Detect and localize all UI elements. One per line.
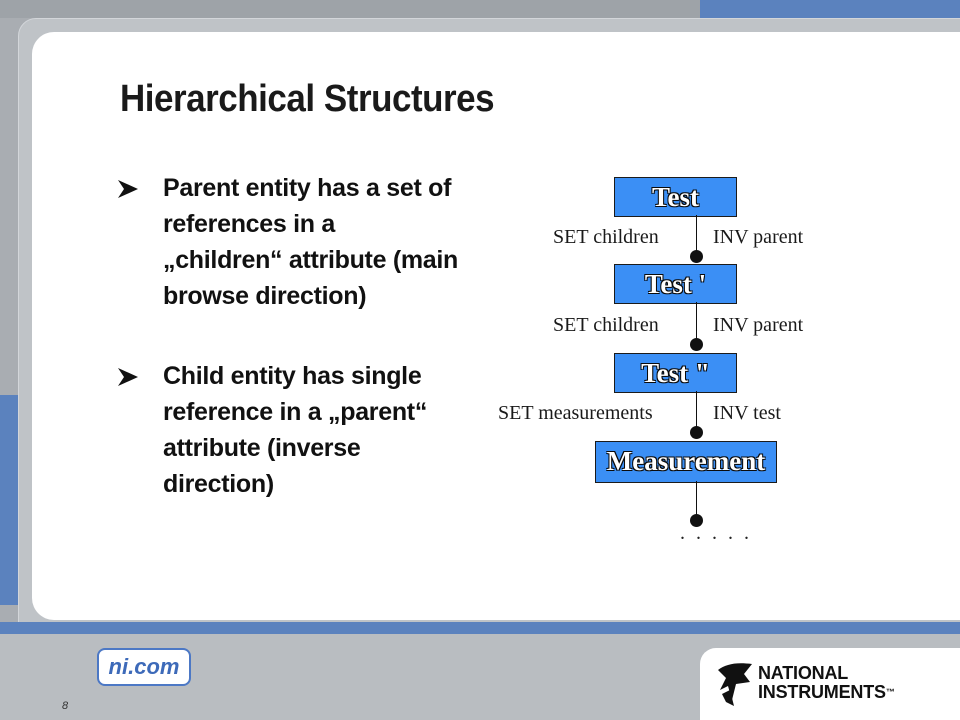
logo-line-national: NATIONAL xyxy=(758,663,849,683)
label-inv-parent: INV parent xyxy=(713,314,804,336)
bottom-blue-band xyxy=(0,622,960,634)
ni-eagle-logo-icon xyxy=(716,660,754,708)
top-blue-band xyxy=(700,0,960,18)
box-test-prime: Test ' xyxy=(614,264,737,304)
national-instruments-logo xyxy=(758,664,895,702)
label-inv-test: INV test xyxy=(713,402,781,424)
top-gray-band xyxy=(0,0,700,18)
arrow-bullet-icon xyxy=(118,180,138,198)
label-set-measurements: SET measurements xyxy=(498,402,653,424)
label-inv-parent: INV parent xyxy=(713,226,804,248)
connector-dot xyxy=(690,250,703,263)
box-measurement: Measurement xyxy=(595,441,777,483)
bullet-item xyxy=(118,170,458,314)
ni-com-link[interactable]: ni.com xyxy=(97,648,191,686)
continuation-ellipsis: . . . . . xyxy=(680,522,752,544)
box-test: Test xyxy=(614,177,737,217)
bullet-text: Parent entity has a set of references in a „children“ attribute (main browse direction) xyxy=(163,174,459,310)
connector-dot xyxy=(690,338,703,351)
bullet-text: Child entity has single reference in a „parent“ attribute (inverse direction) xyxy=(163,362,428,498)
label-set-children: SET children xyxy=(553,226,659,248)
bullet-item xyxy=(118,358,458,502)
left-blue-band xyxy=(0,395,18,605)
arrow-bullet-icon xyxy=(118,368,138,386)
box-test-double-prime: Test " xyxy=(614,353,737,393)
logo-line-instruments: INSTRUMENTS™ xyxy=(758,682,895,702)
connector-dot xyxy=(690,426,703,439)
slide-title: Hierarchical Structures xyxy=(120,78,495,120)
slide-number: 8 xyxy=(62,700,69,712)
label-set-children: SET children xyxy=(553,314,659,336)
bullet-list xyxy=(118,170,458,502)
